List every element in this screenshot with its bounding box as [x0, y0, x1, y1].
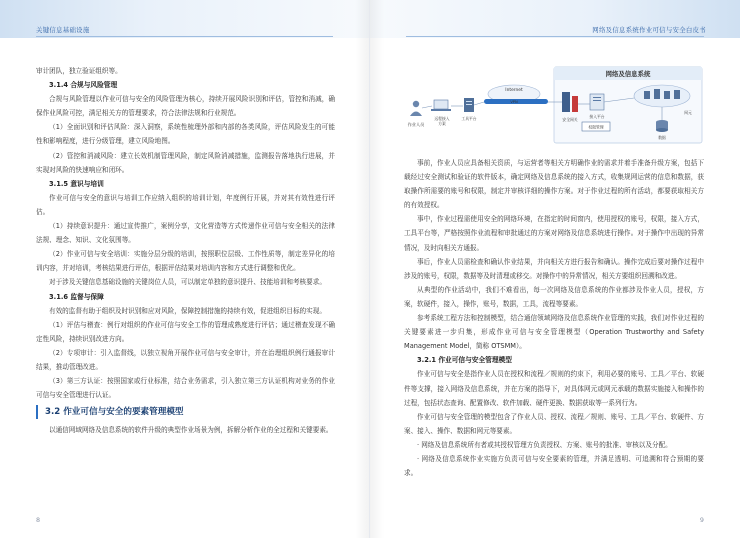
laptop-icon — [431, 100, 451, 111]
body-paragraph: 审计团队，独立验证组织等。 — [36, 67, 122, 75]
data-label: 数据 — [658, 135, 666, 140]
gutter-shadow — [355, 0, 369, 538]
right-page — [370, 0, 740, 538]
subsection-heading: 3.2.1 作业可信与安全管理模型 — [417, 356, 512, 365]
body-paragraph: 作业可信与安全管理的模型包含了作业人员、授权、流程／规则、账号、工具／平台、软硬件、方案、接入、操作、数据和网元等要素。 — [404, 412, 704, 435]
terminal-label: 远程接入 — [434, 116, 450, 121]
diagram-title: 网络及信息系统 — [605, 70, 651, 78]
operation-architecture-diagram — [404, 64, 704, 146]
subsection-heading: 3.1.4 合规与风险管理 — [49, 81, 118, 90]
link-line — [422, 106, 432, 108]
authority-label: 权限管理 — [588, 124, 604, 130]
body-paragraph: （1）评估与稽查：例行对组织的作业可信与安全工作的管理成熟度进行评估；通过稽查发现不确定性风险，持续识别改进方向。 — [36, 320, 335, 343]
right-page-body — [404, 156, 704, 480]
body-paragraph: （2）专项审计：引入监督线，以独立视角开展作业可信与安全审计，并在治理组织例行通报审计结果，推动管理改进。 — [36, 348, 335, 371]
body-paragraph: （1）持续意识提升：通过宣传推广，案例分享，文化营造等方式传递作业可信与安全相关的法律法规、理念、知识、文化氛围等。 — [36, 222, 335, 245]
body-paragraph: 有效的监督有助于组织及时识别和应对风险，保障控制措施的持续有效，促进组织目标的实现。 — [49, 306, 326, 315]
access-platform-label: 接入平台 — [589, 114, 605, 119]
body-paragraph: 作业可信与安全的意识与培训工作应纳入组织的培训计划，年度例行开展，并对其有效性进行评估。 — [36, 193, 335, 216]
operator-label: 作业人员 — [407, 122, 425, 127]
operator-icon — [410, 101, 422, 116]
internet-label: Internet — [505, 88, 523, 93]
body-paragraph: 参考系统工程方法和控制模型，结合通信领域网络及信息系统作业管理的实践，我们对作业过程的关键要素进一步归集，形成作业可信与安全管理模型（Operation Trustworthy and Safety Management Model，简称 OTSMM）。 — [404, 314, 704, 351]
header-rule — [406, 36, 704, 37]
left-page-body — [36, 64, 335, 437]
body-paragraph: 事后，作业人员需检查和确认作业结果，并向相关方进行报告和确认。操作完成后要对操作过程中涉及的账号，权限，数据等及时清理或移交。对操作中的异常情况，相关方要组织回溯和改进。 — [404, 257, 704, 280]
body-paragraph: 对于涉及关键信息基础设施的关键岗位人员，可以制定单独的意识提升、技能培训和考核要求。 — [49, 278, 326, 287]
subsection-heading: 3.1.6 监督与保障 — [49, 292, 104, 301]
link-line — [474, 102, 484, 105]
body-paragraph: 事前，作业人员应具备相关资质，与运营者等相关方明确作业的需求并着手准备升级方案，包括下载经过安全测试和验证的软件版本，确定网络及信息系统的接入方式，收集规网运营的信息和数据，获取操作所需要的账号和权限，制定并审核详细的操作方案。对于作业过程的所有活动，都要获取相关方的有效授权。 — [404, 159, 704, 210]
left-header-title: 关键信息基础设施 — [36, 26, 90, 34]
tool-platform-icon — [464, 98, 474, 112]
right-header-title: 网络及信息系统作业可信与安全白皮书 — [592, 26, 706, 34]
body-paragraph: 合规与风险管理以作业可信与安全的风险管理为核心，持续开展风险识别和评估，管控和消减，确保作业风险可控，满足相关方的管理要求，符合法律法规和行业规范。 — [36, 95, 335, 118]
body-paragraph: （3）第三方认证：按照国家或行业标准，结合业务需求，引入独立第三方认证机构对业务的作业可信与安全管理进行认证。 — [36, 377, 335, 400]
network-element-cloud-icon — [634, 85, 690, 107]
body-paragraph: 作业可信与安全是指作业人员在授权和流程／规则的约束下，利用必要的账号、工具／平台、软硬件等支撑，接入网络及信息系统，并在方案的指导下，对具体网元或网元承载的数据实施接入和操作的过程，包括状态查询、配置修改、软件加载、硬件更换、数据获取等一系列行为。 — [404, 370, 704, 407]
plan-label: 方案 — [438, 121, 446, 126]
left-page-number: 8 — [36, 516, 41, 524]
header-rule — [36, 36, 333, 37]
access-platform-icon — [590, 94, 604, 110]
vpn-label: VPN — [510, 100, 518, 104]
body-paragraph: 从典型的作业活动中，我们不难看出，每一次网络及信息系统的作业都涉及作业人员，授权，方案，软硬件，接入，操作，账号，数据，工具，流程等要素。 — [404, 285, 704, 308]
gutter-shadow — [370, 0, 384, 538]
tool-platform-label: 工具平台 — [461, 116, 477, 121]
security-gateway-label: 安全网关 — [562, 117, 578, 122]
elements-label: 网元 — [684, 110, 692, 115]
subsection-heading: 3.1.5 意识与培训 — [49, 179, 104, 188]
body-paragraph: · 网络及信息系统所有者或其授权管理方负责授权、方案、账号的批准、审核以及分配。 — [417, 440, 672, 449]
body-paragraph: （2）管控和消减风险：建立长效机制管理风险，制定风险消减措施，监测报告落地执行进展，并实现对风险的快速响应和闭环。 — [36, 151, 335, 174]
body-paragraph: （2）作业可信与安全培训：实施分层分级的培训，按照职位层级、工作性质等，制定差异化的培训内容，并对培训，考核结果进行评估，根据评估结果对培训内容和方式进行调整和优化。 — [36, 250, 335, 273]
right-page-number: 9 — [699, 516, 704, 524]
body-paragraph: 事中，作业过程需使用安全的网络环境，在指定的时间窗内，使用授权的账号，权限，接入方式，工具平台等，严格按照作业流程和审批通过的方案对网络及信息系统进行操作。对于操作中出现的异常情况，及时向相关方通报。 — [404, 215, 704, 252]
body-paragraph: · 网络及信息系统作业实施方负责可信与安全要素的管理，并满足透明、可追溯和符合预期的要求。 — [404, 454, 704, 478]
database-icon — [656, 120, 668, 132]
body-paragraph: （1）全面识别和评估风险：深入洞察，系统性梳理外部和内部的各类风险，评估风险发生的可能性和影响程度，进行分级管理，建立风险地图。 — [36, 123, 335, 146]
section-heading: 3.2 作业可信与安全的要素管理模型 — [36, 405, 335, 419]
body-paragraph: 以通信网域网络及信息系统的软件升级的典型作业场景为例，拆解分析作业的全过程和关键要素。 — [49, 426, 333, 435]
